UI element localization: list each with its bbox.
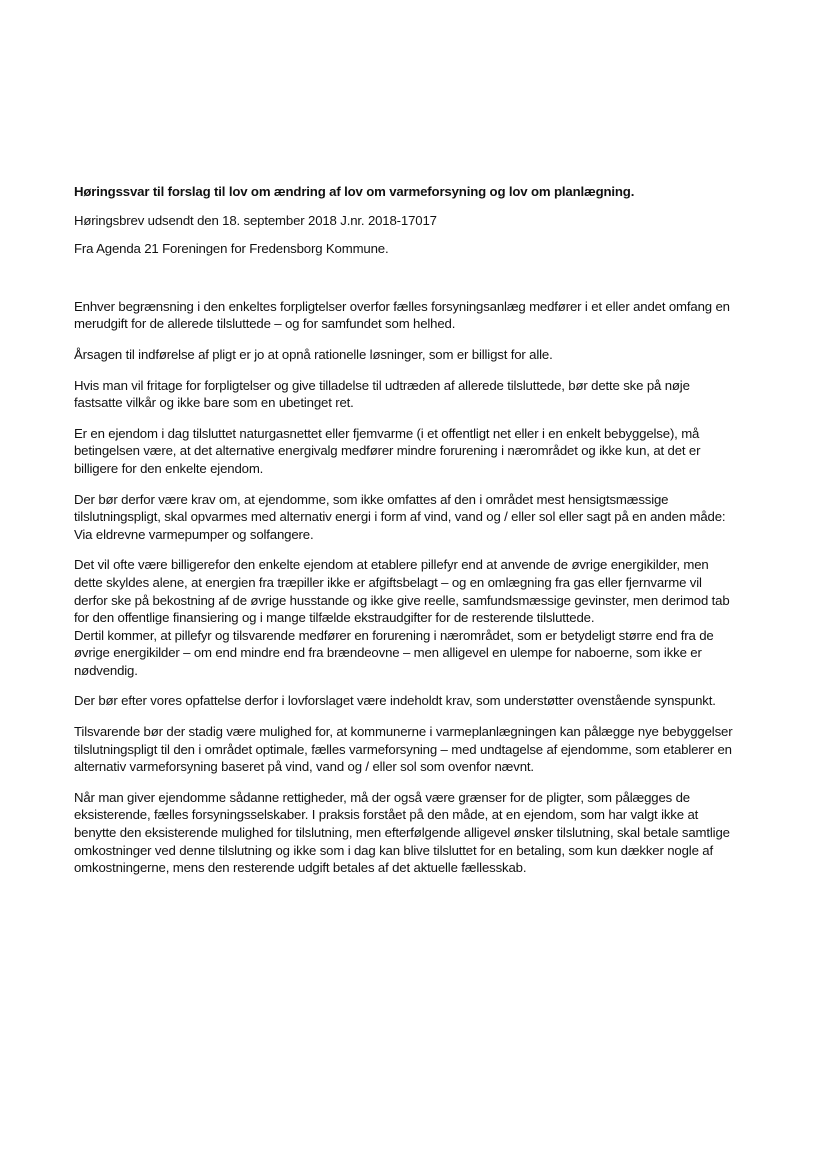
paragraph: Er en ejendom i dag tilsluttet naturgasnettet eller fjemvarme (i et offentligt net eller i en enkelt bebyggelse), må betingelsen være, at det alternative energivalg medfører mindre forurening i nærområdet og ikke kun, at det er billigere for den enkelte ejendom. [74, 425, 701, 476]
paragraph: Årsagen til indførelse af pligt er jo at opnå rationelle løsninger, som er billigst for alle. [74, 346, 553, 362]
letter-body [74, 183, 734, 890]
paragraph: Der bør derfor være krav om, at ejendomme, som ikke omfattes af den i området mest hensigtsmæssige tilslutningspligt, skal opvarmes med alternativ energi i form af vind, vand og / eller sol eller sagt på en anden måde: Via eldrevne varmepumper og solfangere. [74, 491, 726, 542]
paragraph: Det vil ofte være billigerefor den enkelte ejendom at etablere pillefyr end at anvende de øvrige energikilder, men dette skyldes alene, at energien fra træpiller ikke er afgiftsbelagt – og en omlægning fra gas eller fjernvarme vil derfor ske på bekostning af de øvrige husstande og ikke give reelle, samfundsmæssige gevinster, men derimod tab for den offentlige finansiering og i mange tilfælde ekstraudgifter for de resterende tilsluttede. [74, 557, 730, 626]
letter-title: Høringssvar til forslag til lov om ændring af lov om varmeforsyning og lov om planlægning. [74, 184, 635, 199]
letter-reference: Høringsbrev udsendt den 18. september 2018 J.nr. 2018-17017 [74, 212, 437, 228]
paragraph: Enhver begrænsning i den enkeltes forpligtelser overfor fælles forsyningsanlæg medfører i et eller andet omfang en merudgift for de allerede tilsluttede – og for samfundet som helhed. [74, 298, 730, 332]
paragraph: Dertil kommer, at pillefyr og tilsvarende medfører en forurening i nærområdet, som er betydeligt større end fra de øvrige energikilder – om end mindre end fra brændeovne – men alligevel en ulempe for naboerne, som ikke er nødvendig. [74, 627, 714, 678]
letter-sender: Fra Agenda 21 Foreningen for Fredensborg Kommune. [74, 241, 389, 257]
paragraph: Der bør efter vores opfattelse derfor i lovforslaget være indeholdt krav, som understøtter ovenstående synspunkt. [74, 693, 716, 709]
paragraph: Tilsvarende bør der stadig være mulighed for, at kommunerne i varmeplanlægningen kan pålægge nye bebyggelser tilslutningspligt til den i området optimale, fælles varmeforsyning – med undtagelse af ejendomme, som etablerer en alternativ varmeforsyning baseret på vind, vand og / eller sol som ovenfor nævnt. [74, 724, 733, 775]
paragraph: Når man giver ejendomme sådanne rettigheder, må der også være grænser for de pligter, som pålægges de eksisterende, fælles forsyningsselskaber. I praksis forstået på den måde, at en ejendom, som har valgt ikke at benytte den eksisterende mulighed for tilslutning, men efterfølgende alligevel ønsker tilslutning, skal betale samtlige omkostninger ved denne tilslutning og ikke som i dag kan blive tilsluttet for en betaling, som kun dækker nogle af omkostningerne, mens den resterende udgift betales af det aktuelle fællesskab. [74, 789, 730, 876]
paragraph: Hvis man vil fritage for forpligtelser og give tilladelse til udtræden af allerede tilsluttede, bør dette ske på nøje fastsatte vilkår og ikke bare som en ubetinget ret. [74, 377, 690, 411]
